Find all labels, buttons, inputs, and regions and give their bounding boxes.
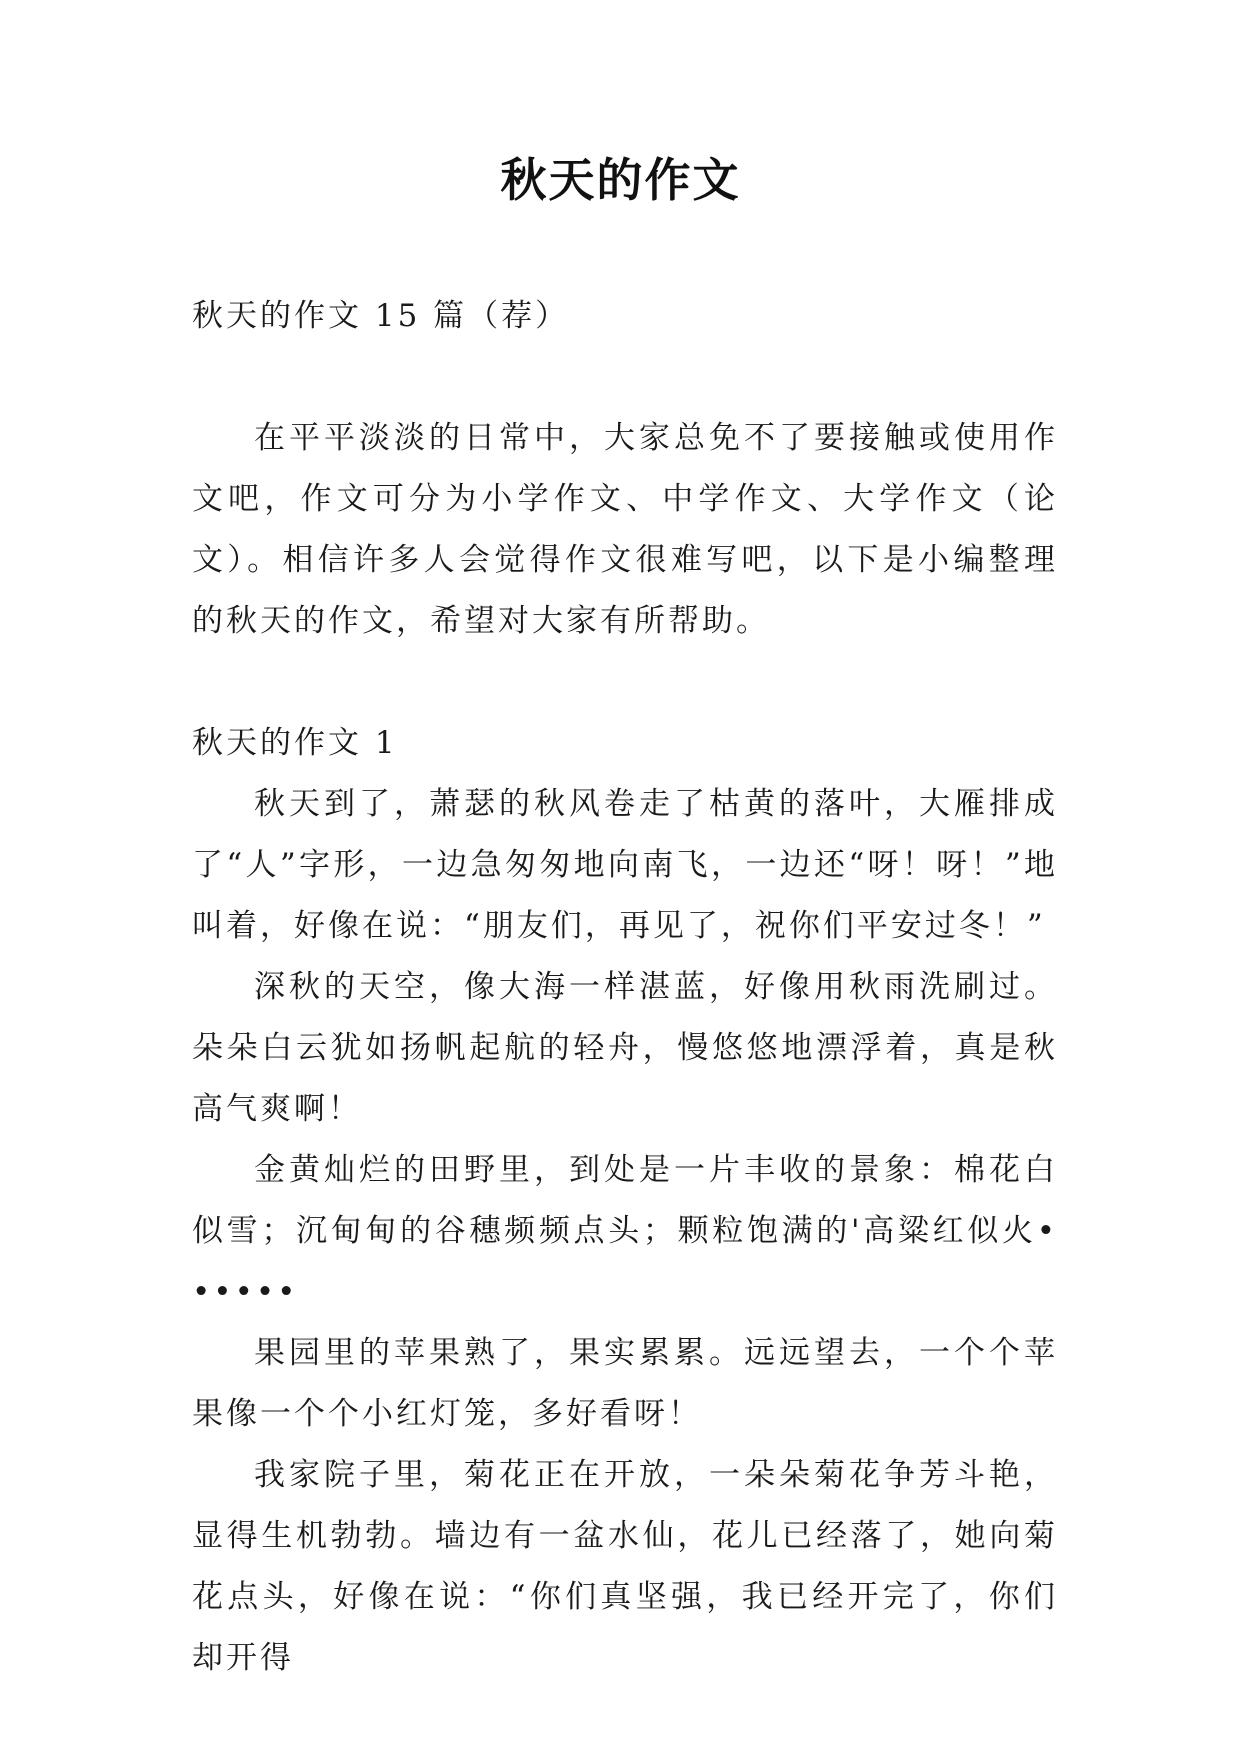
body-paragraph: 深秋的天空，像大海一样湛蓝，好像用秋雨洗刷过。朵朵白云犹如扬帆起航的轻舟，慢悠悠地漂浮着，真是秋高气爽啊！ [192, 969, 1058, 1127]
document-body [192, 286, 1058, 1689]
document-subtitle: 秋天的作文 15 篇（荐） [192, 298, 570, 334]
document-title: 秋天的作文 [500, 153, 741, 207]
intro-paragraph: 在平平淡淡的日常中，大家总免不了要接触或使用作文吧，作文可分为小学作文、中学作文、大学作文（论文）。相信许多人会觉得作文很难写吧，以下是小编整理的秋天的作文，希望对大家有所帮助。 [192, 420, 1058, 639]
body-paragraph: 果园里的苹果熟了，果实累累。远远望去，一个个苹果像一个个小红灯笼，多好看呀！ [192, 1335, 1058, 1432]
body-paragraph: 我家院子里，菊花正在开放，一朵朵菊花争芳斗艳，显得生机勃勃。墙边有一盆水仙，花儿已经落了，她向菊花点头，好像在说：“你们真坚强，我已经开完了，你们却开得 [192, 1457, 1058, 1676]
body-paragraph: 秋天到了，萧瑟的秋风卷走了枯黄的落叶，大雁排成了“人”字形，一边急匆匆地向南飞，一边还“呀！呀！”地叫着，好像在说：“朋友们，再见了，祝你们平安过冬！” [192, 786, 1058, 944]
body-paragraph: 金黄灿烂的田野里，到处是一片丰收的景象：棉花白似雪；沉甸甸的谷穗频频点头；颗粒饱满的'高粱红似火•••••• [192, 1152, 1058, 1310]
section-heading: 秋天的作文 1 [192, 725, 398, 761]
